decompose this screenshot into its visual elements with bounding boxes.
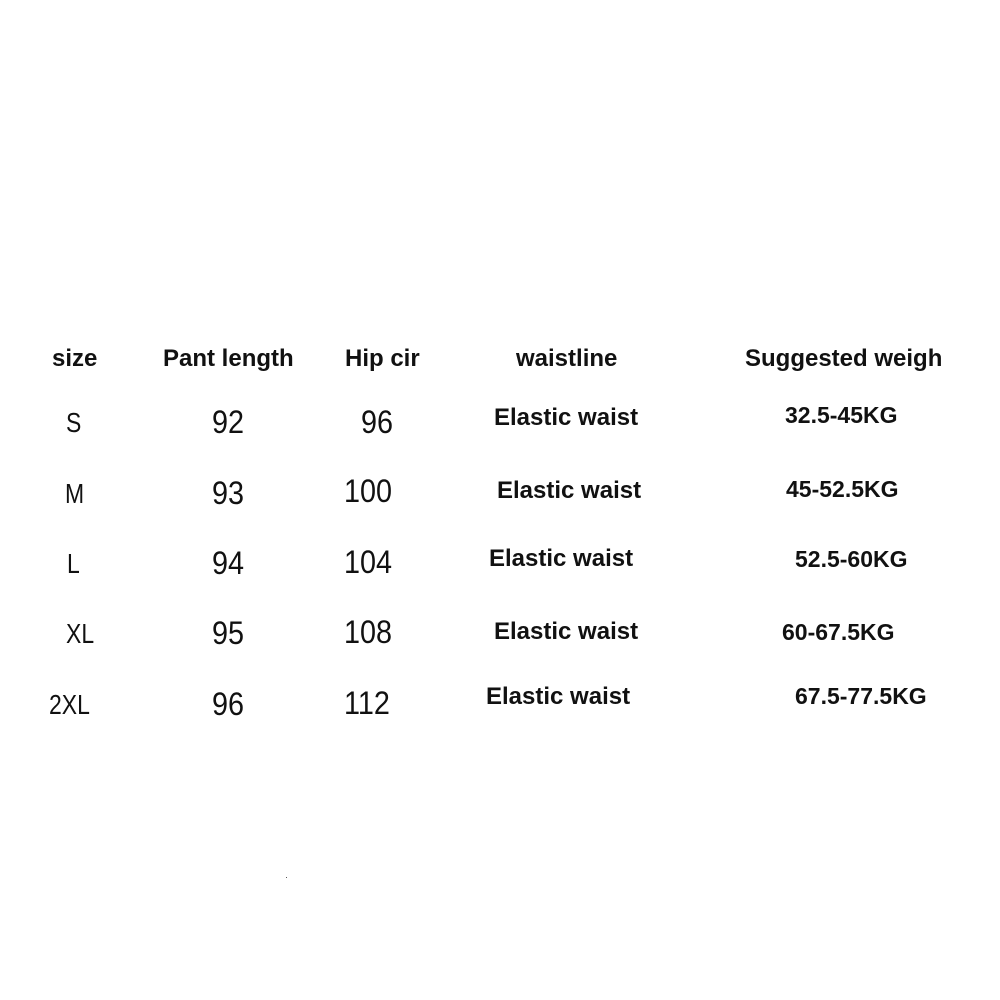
suggested-weight-cell: 45-52.5KG	[786, 476, 899, 502]
header-pant-length: Pant length	[163, 345, 294, 372]
suggested-weight-cell: 60-67.5KG	[782, 619, 895, 645]
size-cell: M	[65, 478, 85, 509]
pant-length-cell: 95	[212, 615, 245, 651]
waistline-cell: Elastic waist	[489, 545, 634, 572]
hip-cir-cell: 112	[344, 685, 390, 721]
size-cell: L	[67, 548, 80, 579]
pant-length-cell: 96	[212, 686, 245, 722]
suggested-weight-cell: 67.5-77.5KG	[795, 683, 927, 709]
waistline-cell: Elastic waist	[494, 404, 639, 431]
pant-length-cell: 93	[212, 475, 245, 511]
size-cell: XL	[66, 618, 95, 649]
hip-cir-cell: 104	[344, 544, 393, 580]
hip-cir-cell: 100	[344, 473, 393, 509]
waistline-cell: Elastic waist	[486, 683, 631, 710]
size-cell: 2XL	[49, 689, 90, 720]
waistline-cell: Elastic waist	[497, 477, 642, 504]
waistline-cell: Elastic waist	[494, 618, 639, 645]
pant-length-cell: 94	[212, 545, 245, 581]
header-waistline: waistline	[516, 345, 618, 372]
size-cell: S	[66, 407, 82, 438]
hip-cir-cell: 96	[361, 404, 394, 440]
stray-dot	[286, 877, 287, 878]
header-suggested-weigh: Suggested weigh	[745, 345, 943, 372]
header-size: size	[52, 345, 98, 372]
pant-length-cell: 92	[212, 404, 245, 440]
header-hip-cir: Hip cir	[345, 345, 420, 372]
suggested-weight-cell: 32.5-45KG	[785, 402, 898, 428]
hip-cir-cell: 108	[344, 614, 393, 650]
suggested-weight-cell: 52.5-60KG	[795, 546, 908, 572]
